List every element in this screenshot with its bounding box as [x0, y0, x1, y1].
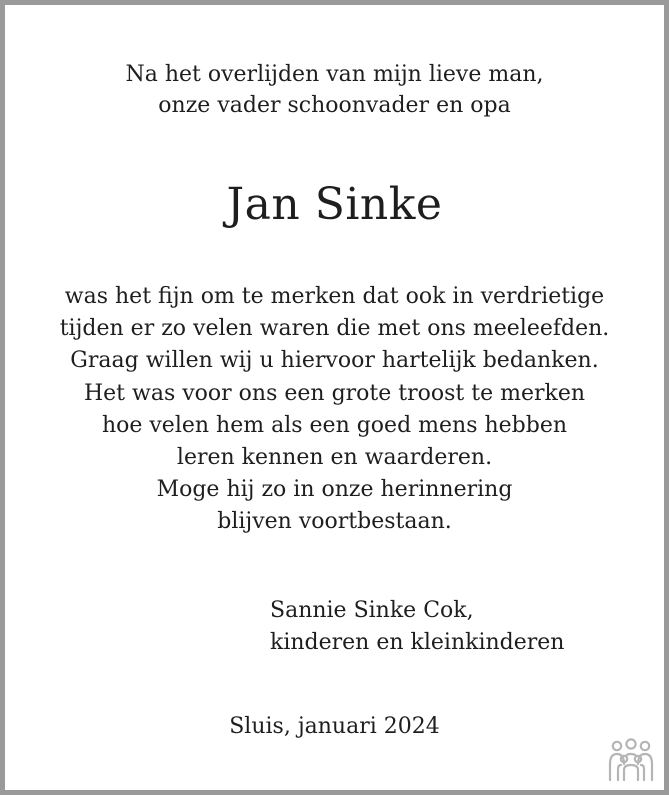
signature-line: Sannie Sinke Cok, [270, 598, 474, 623]
family-icon [607, 738, 655, 782]
body-line: tijden er zo velen waren die met ons meeleefden. [59, 316, 610, 342]
intro-line: Na het overlijden van mijn lieve man, [125, 62, 544, 87]
body-line: hoe velen hem als een goed mens hebben [101, 412, 568, 438]
body-line: blijven voortbestaan. [217, 509, 452, 535]
signature-line: kinderen en kleinkinderen [270, 630, 565, 655]
thank-you-text [5, 281, 664, 539]
body-line: leren kennen en waarderen. [176, 445, 493, 471]
place-date: Sluis, januari 2024 [229, 714, 440, 739]
signature [270, 595, 564, 659]
intro-text [5, 59, 664, 121]
deceased-name: Jan Sinke [226, 179, 443, 230]
body-line: Het was voor ons een grote troost te merken [83, 380, 586, 406]
body-line: Graag willen wij u hiervoor hartelijk bedanken. [70, 348, 599, 374]
intro-line: onze vader schoonvader en opa [158, 93, 511, 118]
body-line: Moge hij zo in onze herinnering [156, 477, 513, 503]
body-line: was het fijn om te merken dat ook in verdrietige [64, 284, 605, 309]
